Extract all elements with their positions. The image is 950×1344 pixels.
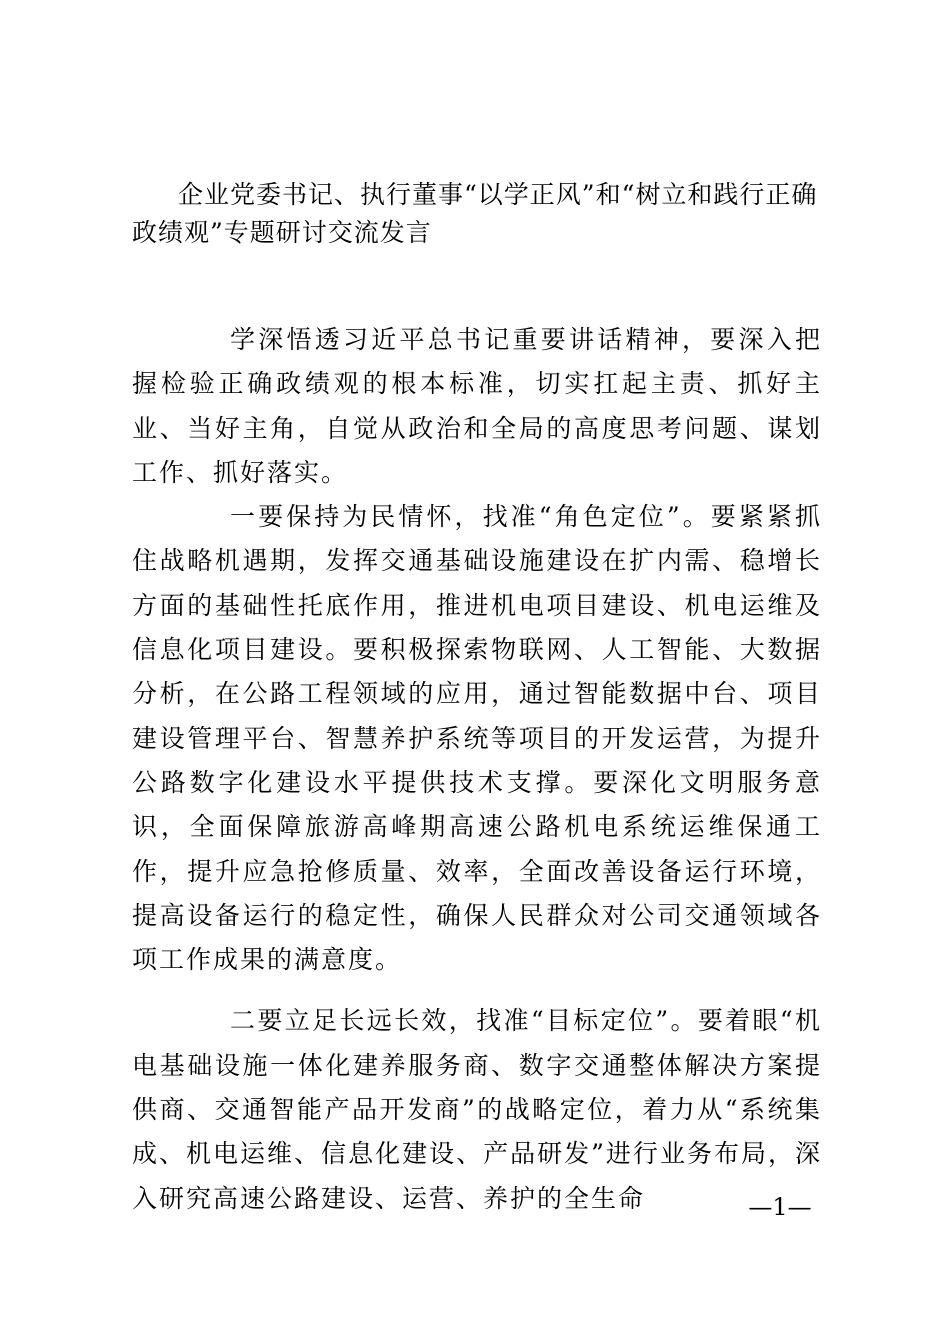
section-one-paragraph: 一要保持为民情怀，找准“角色定位”。要紧紧抓住战略机遇期，发挥交通基础设施建设在扩内需、稳增长方面的基础性托底作用，推进机电项目建设、机电运维及信息化项目建设。要积极探索物联网、人工智能、大数据分析，在公路工程领域的应用，通过智能数据中台、项目建设管理平台、智慧养护系统等项目的开发运营，为提升公路数字化建设水平提供技术支撑。要深化文明服务意识，全面保障旅游高峰期高速公路机电系统运维保通工作，提升应急抢修质量、效率，全面改善设备运行环境，提高设备运行的稳定性，确保人民群众对公司交通领域各项工作成果的满意度。	[132, 502, 822, 975]
document-body	[132, 318, 822, 1221]
section-two-paragraph: 二要立足长远长效，找准“目标定位”。要着眼“机电基础设施一体化建养服务商、数字交通整体解决方案提供商、交通智能产品开发商”的战略定位，着力从“系统集成、机电运维、信息化建设、产品研发”进行业务布局，深入研究高速公路建设、运营、养护的全生命	[132, 1006, 822, 1213]
intro-paragraph: 学深悟透习近平总书记重要讲话精神，要深入把握检验正确政绩观的根本标准，切实扛起主责、抓好主业、当好主角，自觉从政治和全局的高度思考问题、谋划工作、抓好落实。	[132, 325, 822, 487]
page-number: —1—	[748, 1193, 812, 1221]
document-title: 企业党委书记、执行董事“以学正风”和“树立和践行正确政绩观”专题研讨交流发言	[132, 180, 818, 247]
